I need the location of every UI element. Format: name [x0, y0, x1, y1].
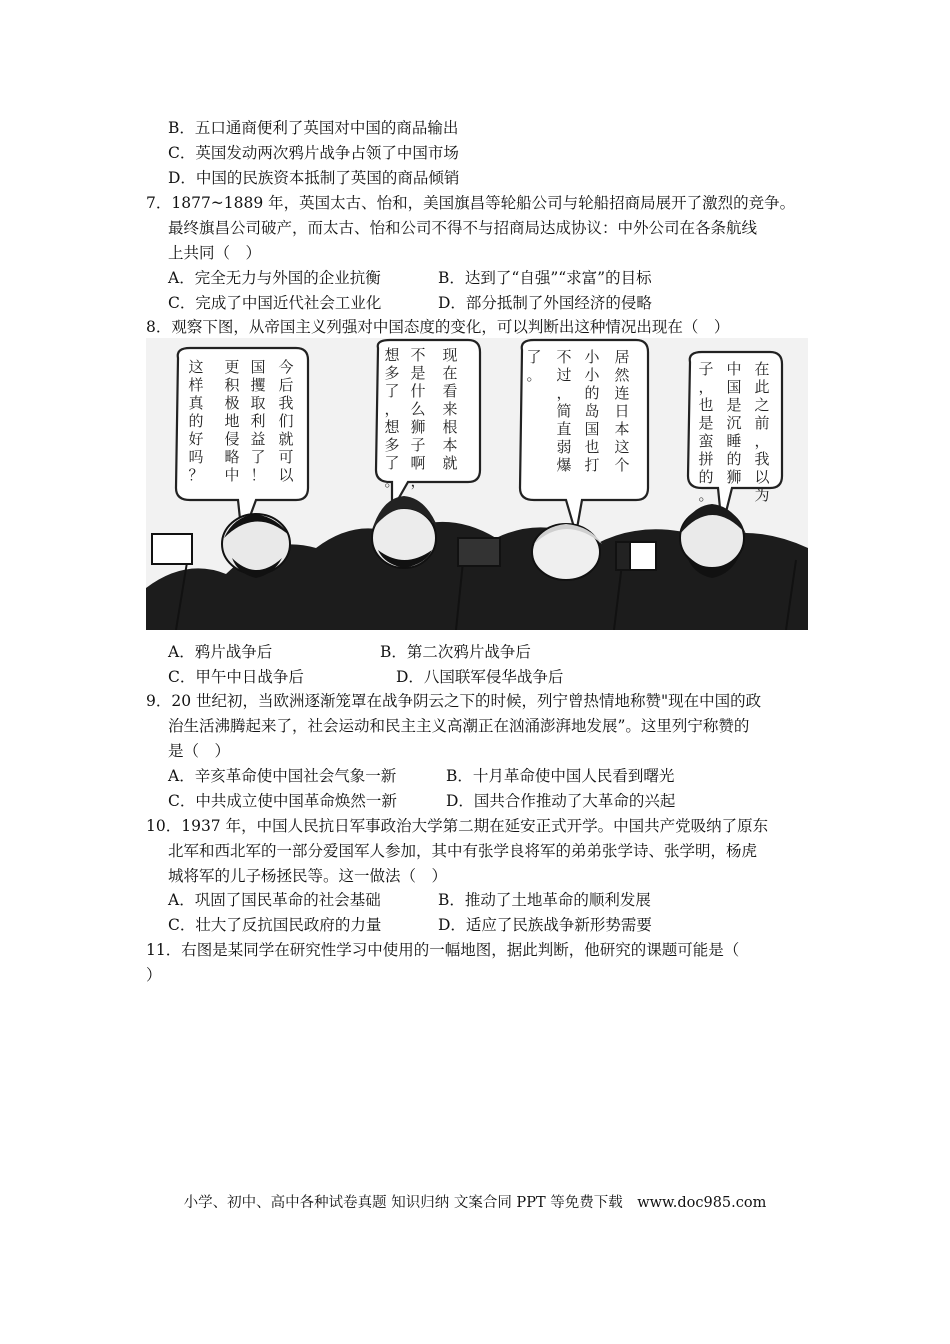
bubble-char: 们 [278, 412, 294, 430]
bubble-char: 小 [584, 348, 600, 366]
bubble-char: 侵 [224, 430, 240, 448]
bubble-char: 是 [698, 414, 714, 432]
bubble-char: 今 [278, 358, 294, 376]
bubble-char: 爆 [556, 456, 572, 474]
q7-stem-line2: 最终旗昌公司破产，而太古、怡和公司不得不与招商局达成协议：中外公司在各条航线 [168, 219, 758, 237]
bubble-char: 然 [614, 366, 630, 384]
bubble-char: 好 [188, 430, 204, 448]
bubble-char: ， [410, 472, 426, 490]
page-footer: 小学、初中、高中各种试卷真题 知识归纳 文案合同 PPT 等免费下载 www.doc985.com [183, 1195, 767, 1211]
bubble-char: 居 [614, 348, 630, 366]
bubble-char: ， [754, 432, 770, 450]
bubble-char: 在 [754, 360, 770, 378]
q7-stem-line3: 上共同（ ） [168, 244, 262, 262]
bubble-char: 也 [698, 396, 714, 414]
bubble-char: 简 [556, 402, 572, 420]
bubble-char: 打 [584, 456, 600, 474]
bubble-char: 后 [278, 376, 294, 394]
bubble-char: 取 [250, 394, 266, 412]
bubble-char: 我 [754, 450, 770, 468]
bubble-char: 利 [250, 412, 266, 430]
bubble-char: 吗 [188, 448, 204, 466]
q7-option-c: C．完成了中国近代社会工业化 [168, 294, 382, 312]
q10-stem-line1: 10．1937 年，中国人民抗日军事政治大学第二期在延安正式开学。中国共产党吸纳了原东 [146, 817, 769, 835]
bubble-char: 也 [584, 438, 600, 456]
bubble-char: 狮 [726, 468, 742, 486]
bubble-char: 睡 [726, 432, 742, 450]
bubble-char: 不 [556, 348, 572, 366]
bubble-char: 就 [278, 430, 294, 448]
bubble-char: 日 [614, 402, 630, 420]
bubble-char: 来 [442, 400, 458, 418]
q11-stem-line2: ） [146, 966, 162, 984]
bubble-char: 积 [224, 376, 240, 394]
bubble-char: 想 [384, 418, 400, 436]
bubble-char: 我 [278, 394, 294, 412]
bubble-char: 以 [754, 468, 770, 486]
bubble-char: 的 [698, 468, 714, 486]
bubble-char: 。 [698, 486, 714, 504]
bubble-char: 本 [442, 436, 458, 454]
bubble-char: 略 [224, 448, 240, 466]
q9-option-a: A．辛亥革命使中国社会气象一新 [168, 767, 397, 785]
bubble-char: 攫 [250, 376, 266, 394]
bubble-char: 过 [556, 366, 572, 384]
bubble-char: 想 [384, 346, 400, 364]
bubble-char: 本 [614, 420, 630, 438]
bubble-char: 了 [526, 348, 542, 366]
bubble-char: 更 [224, 358, 240, 376]
q9-stem-line1: 9．20 世纪初，当欧洲逐渐笼罩在战争阴云之下的时候，列宁曾热情地称赞"现在中国的政 [146, 692, 762, 710]
q7-option-a: A．完全无力与外国的企业抗衡 [168, 269, 381, 287]
bubble-char: 小 [584, 366, 600, 384]
bubble-char: 是 [410, 364, 426, 382]
bubble-char: 现 [442, 346, 458, 364]
bubble-char: 为 [754, 486, 770, 504]
q10-stem-line3: 城将军的儿子杨拯民等。这一做法（ ） [168, 867, 448, 885]
bubble-char: 直 [556, 420, 572, 438]
bubble-char: ， [384, 400, 400, 418]
bubble-char: 了 [384, 382, 400, 400]
bubble-char: 啊 [410, 454, 426, 472]
q6-option-d: D．中国的民族资本抵制了英国的商品倾销 [168, 169, 460, 187]
bubble-char: ？ [188, 466, 204, 484]
q8-option-d: D．八国联军侵华战争后 [396, 668, 564, 686]
bubble-char: 的 [584, 384, 600, 402]
bubble-char: 了 [250, 448, 266, 466]
q7-option-d: D．部分抵制了外国经济的侵略 [438, 294, 652, 312]
q7-stem-line1: 7．1877~1889 年，英国太古、怡和，美国旗昌等轮船公司与轮船招商局展开了激烈的竞争。 [146, 194, 796, 212]
bubble-char: 。 [384, 472, 400, 490]
imperialist-cartoon [146, 338, 808, 630]
q7-option-b: B．达到了“自强”“求富”的目标 [438, 269, 652, 287]
bubble-char: 是 [726, 396, 742, 414]
bubble-char: 可 [278, 448, 294, 466]
bubble-char: 多 [384, 436, 400, 454]
bubble-char: 什 [410, 382, 426, 400]
bubble-char: 就 [442, 454, 458, 472]
bubble-char: 样 [188, 376, 204, 394]
bubble-char: 的 [188, 412, 204, 430]
bubble-char: 在 [442, 364, 458, 382]
bubble-char: 根 [442, 418, 458, 436]
bubble-char: 这 [188, 358, 204, 376]
q10-option-d: D．适应了民族战争新形势需要 [438, 916, 652, 934]
bubble-char: 国 [250, 358, 266, 376]
bubble-char: 子 [698, 360, 714, 378]
q8-stem: 8．观察下图，从帝国主义列强对中国态度的变化，可以判断出这种情况出现在（ ） [146, 318, 730, 336]
bubble-char: 子 [410, 436, 426, 454]
bubble-char: 狮 [410, 418, 426, 436]
bubble-char: 了 [384, 454, 400, 472]
bubble-char: ， [556, 384, 572, 402]
bubble-char: 前 [754, 414, 770, 432]
bubble-char: 国 [584, 420, 600, 438]
bubble-char: 拼 [698, 450, 714, 468]
bubble-char: 弱 [556, 438, 572, 456]
q9-stem-line2: 治生活沸腾起来了，社会运动和民主主义高潮正在汹涌澎湃地发展”。这里列宁称赞的 [168, 717, 750, 735]
q8-option-c: C．甲午中日战争后 [168, 668, 304, 686]
q9-option-d: D．国共合作推动了大革命的兴起 [446, 792, 676, 810]
bubble-char: 国 [726, 378, 742, 396]
bubble-char: 中 [726, 360, 742, 378]
q10-option-b: B．推动了土地革命的顺利发展 [438, 891, 651, 909]
bubble-char: 连 [614, 384, 630, 402]
q6-option-b: B．五口通商便利了英国对中国的商品输出 [168, 119, 459, 137]
bubble-char: 中 [224, 466, 240, 484]
bubble-char: 不 [410, 346, 426, 364]
bubble-char: 的 [726, 450, 742, 468]
bubble-char: 蛮 [698, 432, 714, 450]
bubble-char: 岛 [584, 402, 600, 420]
q11-stem-line1: 11．右图是某同学在研究性学习中使用的一幅地图，据此判断，他研究的课题可能是（ [146, 941, 740, 959]
bubble-char: 极 [224, 394, 240, 412]
q9-option-c: C．中共成立使中国革命焕然一新 [168, 792, 397, 810]
bubble-char: 之 [754, 396, 770, 414]
q8-option-a: A．鸦片战争后 [168, 643, 273, 661]
bubble-char: 此 [754, 378, 770, 396]
bubble-char: 以 [278, 466, 294, 484]
bubble-char: 多 [384, 364, 400, 382]
q8-option-b: B．第二次鸦片战争后 [380, 643, 531, 661]
q10-stem-line2: 北军和西北军的一部分爱国军人参加，其中有张学良将军的弟弟张学诗、张学明，杨虎 [168, 842, 758, 860]
q6-option-c: C．英国发动两次鸦片战争占领了中国市场 [168, 144, 459, 162]
bubble-char: ！ [250, 466, 266, 484]
bubble-char: 真 [188, 394, 204, 412]
q9-option-b: B．十月革命使中国人民看到曙光 [446, 767, 675, 785]
bubble-char: 沉 [726, 414, 742, 432]
bubble-char: 个 [614, 456, 630, 474]
bubble-char: 看 [442, 382, 458, 400]
q10-option-c: C．壮大了反抗国民政府的力量 [168, 916, 382, 934]
bubble-char: 。 [526, 366, 542, 384]
bubble-char: 这 [614, 438, 630, 456]
bubble-char: 么 [410, 400, 426, 418]
bubble-char: 地 [224, 412, 240, 430]
bubble-char: ， [698, 378, 714, 396]
q9-stem-line3: 是（ ） [168, 742, 231, 760]
q10-option-a: A．巩固了国民革命的社会基础 [168, 891, 381, 909]
bubble-char: 益 [250, 430, 266, 448]
